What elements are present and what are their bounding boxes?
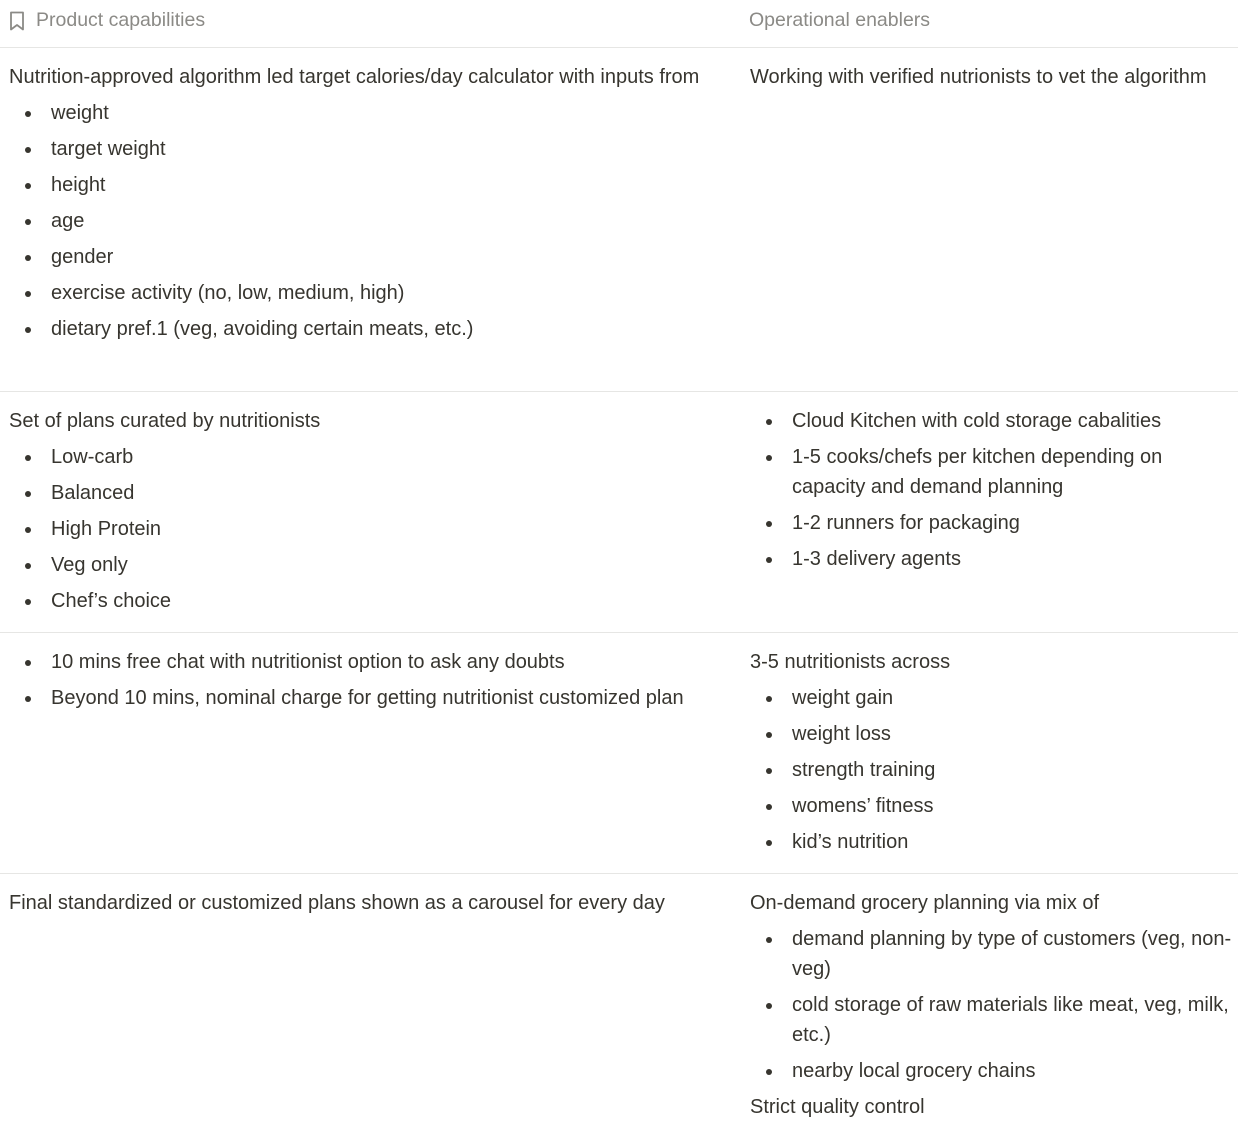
list-item: Beyond 10 mins, nominal charge for getting nutritionist customized plan (9, 683, 733, 713)
bullet-list (9, 442, 733, 616)
list-item: age (9, 206, 733, 236)
table-row (0, 392, 1238, 633)
list-item: womens’ fitness (750, 791, 1232, 821)
table-cell[interactable] (741, 392, 1238, 632)
table-header-row (0, 0, 1238, 48)
list-item: nearby local grocery chains (750, 1056, 1232, 1086)
list-item: gender (9, 242, 733, 272)
table-cell[interactable] (741, 633, 1238, 873)
list-item: target weight (9, 134, 733, 164)
list-item: 10 mins free chat with nutritionist option to ask any doubts (9, 647, 733, 677)
header-product-capabilities[interactable] (0, 0, 741, 47)
list-item: weight (9, 98, 733, 128)
bookmark-icon (8, 11, 26, 31)
list-item: height (9, 170, 733, 200)
list-item: weight loss (750, 719, 1232, 749)
table-cell[interactable] (0, 48, 741, 391)
cell-text: Nutrition-approved algorithm led target calories/day calculator with inputs from (9, 66, 700, 88)
list-item: kid’s nutrition (750, 827, 1232, 857)
cell-text: 3-5 nutritionists across (750, 651, 951, 673)
header-label: Operational enablers (749, 9, 931, 31)
list-item: Chef’s choice (9, 586, 733, 616)
list-item: strength training (750, 755, 1232, 785)
list-item: Balanced (9, 478, 733, 508)
list-item: dietary pref.1 (veg, avoiding certain meats, etc.) (9, 314, 733, 344)
bullet-list (9, 647, 733, 713)
list-item: cold storage of raw materials like meat, veg, milk, etc.) (750, 990, 1232, 1050)
list-item: High Protein (9, 514, 733, 544)
table-row (0, 874, 1238, 1136)
bullet-list (750, 924, 1232, 1086)
bullet-list (750, 683, 1232, 857)
list-item: 1-3 delivery agents (750, 544, 1232, 574)
table-cell[interactable] (0, 392, 741, 632)
bullet-list (750, 406, 1232, 574)
table-row (0, 48, 1238, 392)
list-item: 1-5 cooks/chefs per kitchen depending on capacity and demand planning (750, 442, 1232, 502)
bullet-list (9, 98, 733, 344)
cell-text: Final standardized or customized plans shown as a carousel for every day (9, 892, 665, 914)
table-row (0, 633, 1238, 874)
cell-text: Strict quality control (750, 1096, 925, 1118)
list-item: weight gain (750, 683, 1232, 713)
table-cell[interactable] (741, 48, 1238, 391)
list-item: Cloud Kitchen with cold storage cabalities (750, 406, 1232, 436)
list-item: exercise activity (no, low, medium, high) (9, 278, 733, 308)
table-cell[interactable] (741, 874, 1238, 1136)
table-cell[interactable] (0, 633, 741, 873)
header-label: Product capabilities (36, 9, 206, 31)
list-item: Veg only (9, 550, 733, 580)
cell-text: On-demand grocery planning via mix of (750, 892, 1100, 914)
list-item: 1-2 runners for packaging (750, 508, 1232, 538)
list-item: Low-carb (9, 442, 733, 472)
table-cell[interactable] (0, 874, 741, 1136)
cell-text: Set of plans curated by nutritionists (9, 410, 321, 432)
list-item: demand planning by type of customers (veg, non-veg) (750, 924, 1232, 984)
cell-text: Working with verified nutrionists to vet the algorithm (750, 66, 1207, 88)
header-operational-enablers[interactable] (741, 0, 1238, 47)
